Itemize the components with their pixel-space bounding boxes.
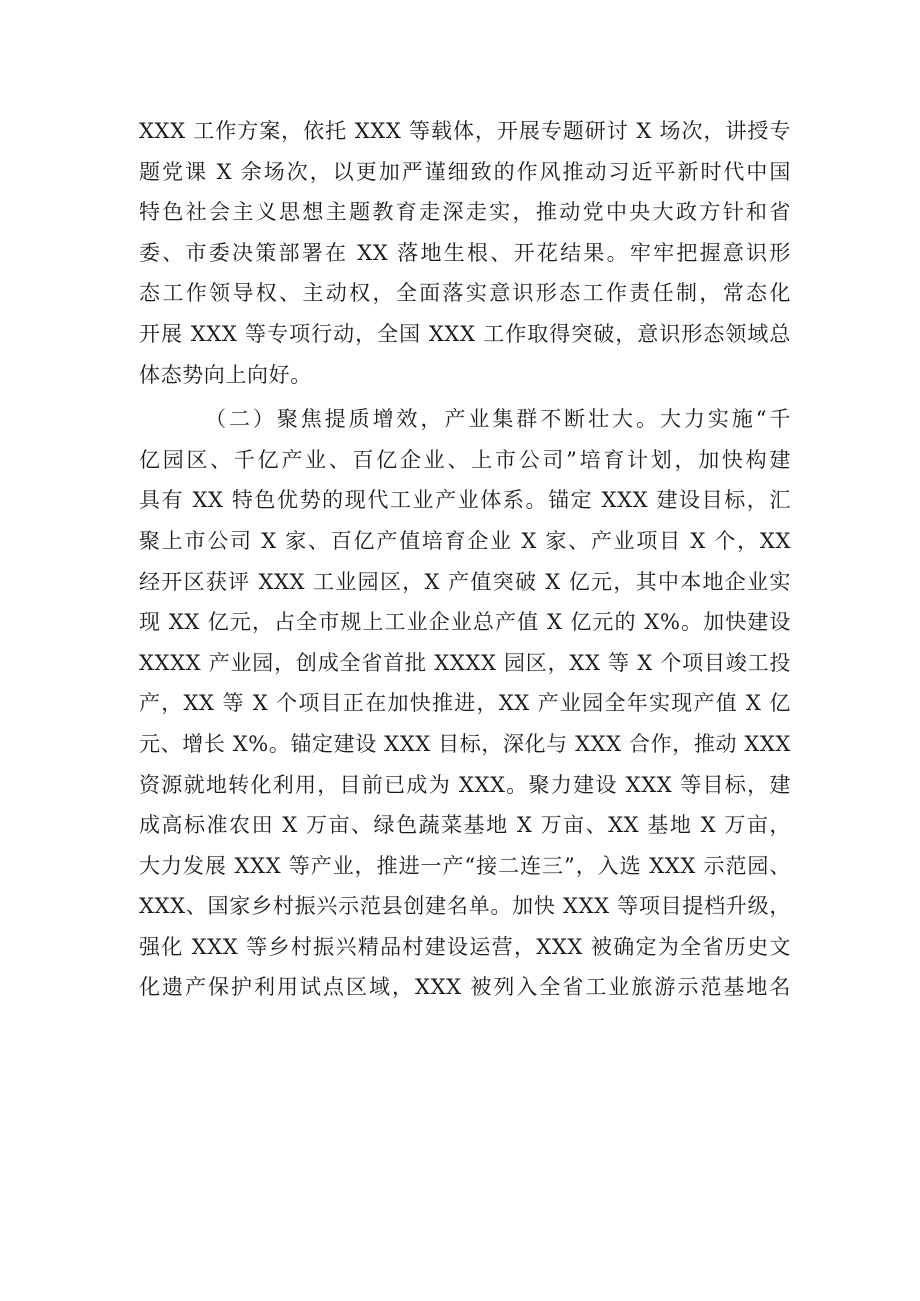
text-line: 态工作领导权、主动权，全面落实意识形态工作责任制，常态化 xyxy=(139,281,791,306)
text-line: XXXX 产业园，创成全省首批 XXXX 园区，XX 等 X 个项目竣工投 xyxy=(139,650,791,675)
paragraph-work-plan xyxy=(139,111,791,395)
section-heading-line: （二）聚焦提质增效，产业集群不断壮大。大力实施“千 xyxy=(205,407,791,432)
text-line: XXX、国家乡村振兴示范县创建名单。加快 XXX 等项目提档升级， xyxy=(139,894,791,919)
paragraph-industry-clusters xyxy=(139,399,791,1008)
text-line: 委、市委决策部署在 XX 落地生根、开花结果。牢牢把握意识形 xyxy=(139,240,791,265)
text-line: 聚上市公司 X 家、百亿产值培育企业 X 家、产业项目 X 个，XX xyxy=(139,528,791,553)
text-line: 现 XX 亿元，占全市规上工业企业总产值 X 亿元的 X%。加快建设 xyxy=(139,610,791,635)
text-line: 产，XX 等 X 个项目正在加快推进，XX 产业园全年实现产值 X 亿 xyxy=(139,691,791,716)
text-line: 经开区获评 XXX 工业园区，X 产值突破 X 亿元，其中本地企业实 xyxy=(139,569,791,594)
text-line: 大力发展 XXX 等产业，推进一产“接二连三”，入选 XXX 示范园、 xyxy=(139,853,791,878)
document-body xyxy=(139,111,791,1008)
text-line: 开展 XXX 等专项行动，全国 XXX 工作取得突破，意识形态领域总 xyxy=(139,321,791,346)
text-line: 特色社会主义思想主题教育走深走实，推动党中央大政方针和省 xyxy=(139,200,791,225)
text-line: XXX 工作方案，依托 XXX 等载体，开展专题研讨 X 场次，讲授专 xyxy=(139,119,791,143)
text-line: 体态势向上向好。 xyxy=(139,362,312,387)
text-line: 资源就地转化利用，目前已成为 XXX。聚力建设 XXX 等目标，建 xyxy=(139,772,791,797)
text-line: 化遗产保护利用试点区域，XXX 被列入全省工业旅游示范基地名 xyxy=(139,975,791,1000)
text-line: 亿园区、千亿产业、百亿企业、上市公司”培育计划，加快构建 xyxy=(139,447,791,472)
text-line: 题党课 X 余场次，以更加严谨细致的作风推动习近平新时代中国 xyxy=(139,159,791,184)
text-line: 成高标准农田 X 万亩、绿色蔬菜基地 X 万亩、XX 基地 X 万亩， xyxy=(139,813,791,838)
text-line: 强化 XXX 等乡村振兴精品村建设运营，XXX 被确定为全省历史文 xyxy=(139,934,791,959)
text-line: 元、增长 X%。锚定建设 XXX 目标，深化与 XXX 合作，推动 XXX xyxy=(139,731,791,756)
text-line: 具有 XX 特色优势的现代工业产业体系。锚定 XXX 建设目标，汇 xyxy=(139,488,791,513)
